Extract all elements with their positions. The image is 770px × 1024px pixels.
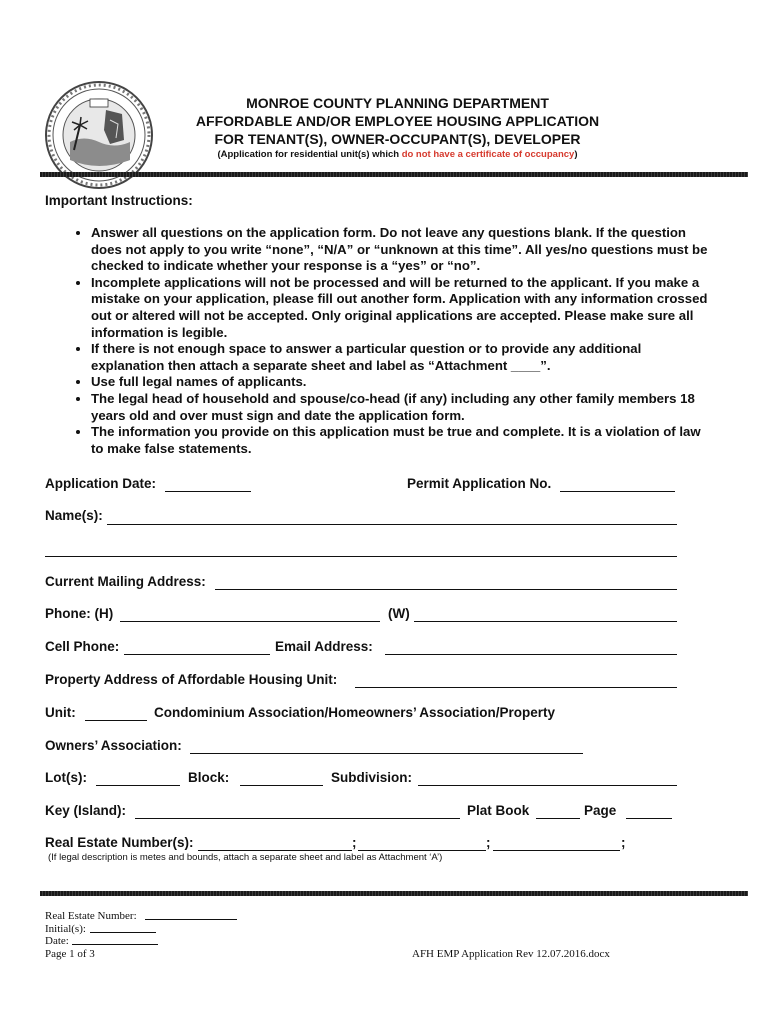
plat-book-field[interactable] — [536, 817, 580, 819]
subdivision-label: Subdivision: — [331, 770, 412, 785]
key-island-field[interactable] — [135, 817, 460, 819]
property-address-field[interactable] — [355, 686, 677, 688]
application-date-field[interactable] — [165, 490, 251, 492]
phone-work-label: (W) — [388, 606, 410, 621]
cell-phone-label: Cell Phone: — [45, 639, 120, 654]
phone-work-field[interactable] — [414, 620, 677, 622]
mailing-address-field[interactable] — [215, 588, 677, 590]
real-estate-number-field-2[interactable] — [358, 849, 486, 851]
footer-real-estate-number — [45, 910, 137, 923]
permit-no-field[interactable] — [560, 490, 675, 492]
instruction-item: • The information you provide on this application must be true and complete. It is a violation of law to make false statements. — [91, 424, 716, 457]
subtitle-pre: (Application for residential unit(s) which — [217, 149, 402, 160]
unit-label: Unit: — [45, 705, 76, 720]
names-field-2[interactable] — [45, 555, 677, 557]
page-label: Page — [584, 803, 617, 818]
names-field[interactable] — [107, 523, 677, 525]
footer-date-field[interactable] — [72, 943, 158, 945]
phone-home-field[interactable] — [120, 620, 380, 622]
instruction-item: • Answer all questions on the application form. Do not leave any questions blank. If the question does not apply to you write “none”, “N/A” or “unknown at this time”. All yes/no questions must be checked to indicate whether your response is a “yes” or “no”. — [91, 225, 716, 275]
subdivision-field[interactable] — [418, 784, 677, 786]
key-island-label: Key (Island): — [45, 803, 127, 818]
instructions-title: Important Instructions: — [45, 193, 193, 208]
instructions-list — [66, 225, 716, 457]
unit-field[interactable] — [85, 719, 147, 721]
instruction-item: • Use full legal names of applicants. — [91, 374, 716, 391]
separator: ; — [486, 835, 491, 850]
association-label: Condominium Association/Homeowners’ Association/Property — [154, 705, 556, 720]
real-estate-number-field-3[interactable] — [493, 849, 620, 851]
lots-label: Lot(s): — [45, 770, 87, 785]
block-field[interactable] — [240, 784, 323, 786]
permit-no-label: Permit Application No. — [407, 476, 552, 491]
page-field[interactable] — [626, 817, 672, 819]
doc-title-line-3: FOR TENANT(S), OWNER-OCCUPANT(S), DEVELOPER — [214, 131, 581, 147]
subtitle-red: do not have a certificate of occupancy — [401, 149, 575, 160]
lots-field[interactable] — [96, 784, 180, 786]
doc-subtitle — [175, 149, 620, 160]
instruction-item: • Incomplete applications will not be processed and will be returned to the applicant. If you make a mistake on your application, please fill out another form. Application with any information crossed out or altered will not be accepted. Only original applications are accepted. Please make sure all information is legible. — [91, 275, 716, 341]
owners-association-field[interactable] — [190, 752, 583, 754]
separator: ; — [352, 835, 357, 850]
subtitle-post: ) — [574, 149, 578, 160]
email-field[interactable] — [385, 653, 677, 655]
footer-re-label: Real Estate Number: — [45, 910, 137, 922]
phone-home-label: Phone: (H) — [45, 606, 114, 621]
instruction-item: • If there is not enough space to answer a particular question or to provide any additional explanation then attach a separate sheet and label as “Attachment ____”. — [91, 341, 716, 374]
plat-book-label: Plat Book — [467, 803, 530, 818]
footer-initials-label: Initial(s): — [45, 923, 86, 935]
metes-bounds-note: (If legal description is metes and bounds, attach a separate sheet and label as Attachment ‘A’) — [48, 852, 443, 863]
footer-re-field[interactable] — [145, 918, 237, 920]
separator: ; — [621, 835, 626, 850]
real-estate-number-field-1[interactable] — [198, 849, 352, 851]
footer-doc-name: AFH EMP Application Rev 12.07.2016.docx — [412, 948, 610, 960]
block-label: Block: — [188, 770, 230, 785]
property-address-label: Property Address of Affordable Housing Unit: — [45, 672, 338, 687]
bottom-divider — [40, 891, 748, 896]
application-date-label: Application Date: — [45, 476, 157, 491]
footer-page-number: Page 1 of 3 — [45, 948, 95, 960]
footer-date-label: Date: — [45, 935, 69, 947]
top-divider — [40, 172, 748, 177]
cell-phone-field[interactable] — [124, 653, 270, 655]
real-estate-numbers-label: Real Estate Number(s): — [45, 835, 194, 850]
owners-association-label: Owners’ Association: — [45, 738, 182, 753]
mailing-address-label: Current Mailing Address: — [45, 574, 206, 589]
doc-title-line-1: MONROE COUNTY PLANNING DEPARTMENT — [246, 95, 549, 111]
email-label: Email Address: — [275, 639, 373, 654]
doc-title-line-2: AFFORDABLE AND/OR EMPLOYEE HOUSING APPLICATION — [195, 113, 600, 129]
instruction-item: • The legal head of household and spouse/co-head (if any) including any other family members 18 years old and over must sign and date the application form. — [91, 391, 716, 424]
footer-initials-field[interactable] — [90, 931, 156, 933]
names-label: Name(s): — [45, 508, 103, 523]
